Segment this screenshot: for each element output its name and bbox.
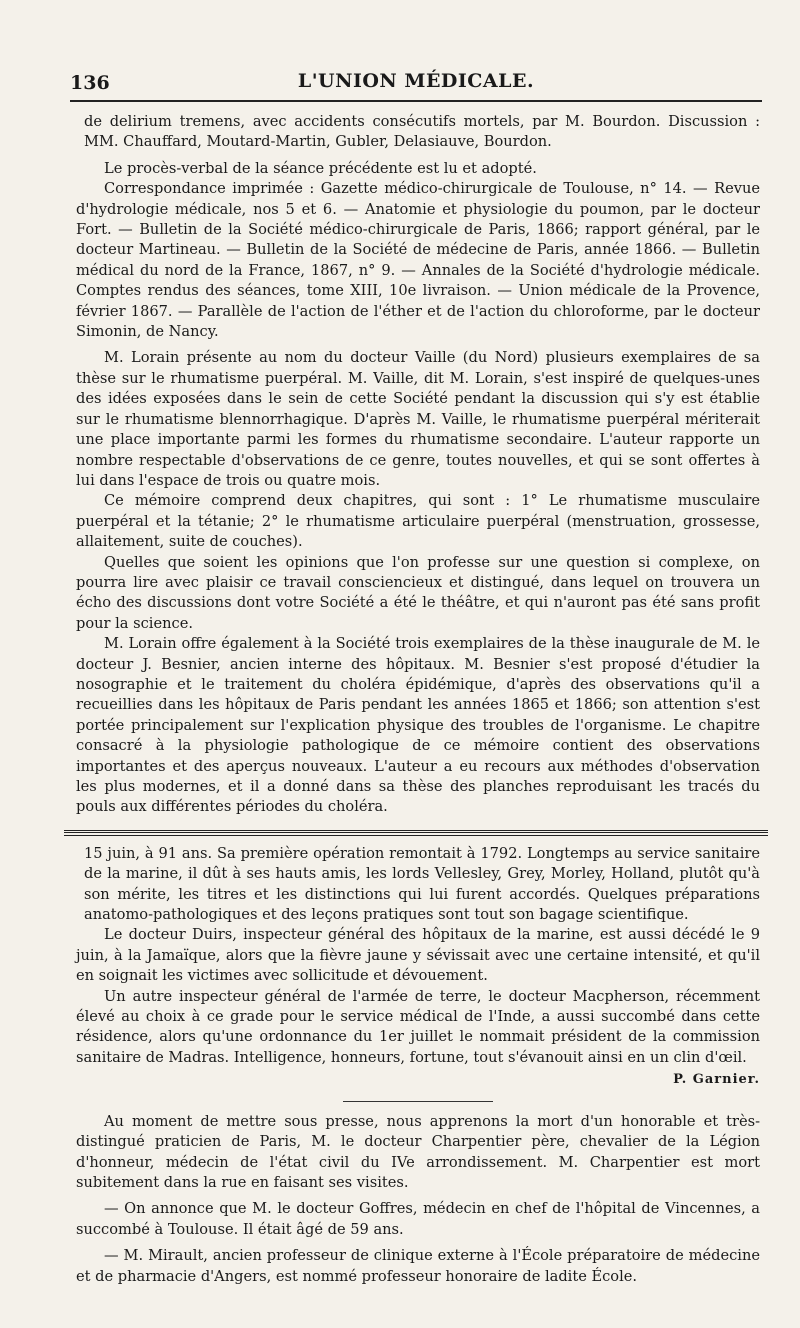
short-divider: [343, 1101, 493, 1102]
paragraph: de delirium tremens, avec accidents consécutifs mortels, par M. Bourdon. Discussion : MM. Chauffard, Moutard-Martin, Gubler, Delasiauve, Bourdon.: [84, 113, 760, 151]
running-title: L'UNION MÉDICALE.: [297, 70, 535, 92]
paragraph: M. Lorain offre également à la Société trois exemplaires de la thèse inaugurale de M. le docteur J. Besnier, ancien interne des hôpitaux. M. Besnier s'est proposé d'étudier la nosographie et le traitement du choléra épidémique, d'après des observations qu'il a recueillies dans les hôpitaux de Paris pendant les années 1865 et 1866; son attention s'est portée principalement sur l'explication physique des troubles de l'organisme. Le chapitre consacré à la physiologie pathologique de ce mémoire contient des observations importantes et des aperçus nouveaux. L'auteur a eu recours aux méthodes d'observation les plus modernes, et il a donné dans sa thèse des planches reproduisant les tracés du pouls aux différentes périodes du choléra.: [76, 635, 760, 816]
section-separator: [64, 830, 768, 836]
author-signature: P. Garnier.: [673, 1072, 760, 1088]
paragraph: Au moment de mettre sous presse, nous apprenons la mort d'un honorable et très-distingué praticien de Paris, M. le docteur Charpentier père, chevalier de la Légion d'honneur, médecin de l'état civil du IVe arrondissement. M. Charpentier est mort subitement dans la rue en faisant ses visites.: [76, 1112, 760, 1191]
article-body: [76, 112, 760, 1287]
paragraph: Ce mémoire comprend deux chapitres, qui sont : 1° Le rhumatisme musculaire puerpéral et la tétanie; 2° le rhumatisme articulaire puerpéral (menstruation, grossesse, allaitement, suite de couches).: [76, 492, 760, 551]
paragraph: 15 juin, à 91 ans. Sa première opération remontait à 1792. Longtemps au service sanitaire de la marine, il dût à ses hauts amis, les lords Vellesley, Grey, Morley, Holland, plutôt qu'à son mérite, les titres et les distinctions qui lui furent accordés. Quelques préparations anatomo-pathologiques et des leçons pratiques sont tout son bagage scientifique.: [84, 844, 760, 924]
paragraph: Le procès-verbal de la séance précédente est lu et adopté.: [104, 159, 537, 177]
paragraph: Correspondance imprimée : Gazette médico-chirurgicale de Toulouse, n° 14. — Revue d'hydrologie médicale, nos 5 et 6. — Anatomie et physiologie du poumon, par le docteur Fort. — Bulletin de la Société médico-chirurgicale de Paris, 1866; rapport général, par le docteur Martineau. — Bulletin de la Société de médecine de Paris, année 1866. — Bulletin médical du nord de la France, 1867, n° 9. — Annales de la Société d'hydrologie médicale. Comptes rendus des séances, tome XIII, 10e livraison. — Union médicale de la Provence, février 1867. — Parallèle de l'action de l'éther et de l'action du chloroforme, par le docteur Simonin, de Nancy.: [76, 180, 760, 341]
paragraph: M. Lorain présente au nom du docteur Vaille (du Nord) plusieurs exemplaires de sa thèse sur le rhumatisme puerpéral. M. Vaille, dit M. Lorain, s'est inspiré de quelques-unes des idées exposées dans le sein de cette Société pendant la discussion qui s'y est établie sur le rhumatisme blennorrhagique. D'après M. Vaille, le rhumatisme puerpéral mériterait une place importante parmi les formes du rhumatisme secondaire. L'auteur rapporte un nombre respectable d'observations de ce genre, toutes nouvelles, et qui se sont offertes à lui dans l'espace de trois ou quatre mois.: [76, 349, 760, 489]
page-header: [70, 66, 762, 100]
header-rule: [70, 100, 762, 102]
paragraph: Le docteur Duirs, inspecteur général des hôpitaux de la marine, est aussi décédé le 9 juin, à la Jamaïque, alors que la fièvre jaune y sévissait avec une certaine intensité, et qu'il en soignait les victimes avec sollicitude et dévouement.: [76, 926, 760, 985]
paragraph: — On annonce que M. le docteur Goffres, médecin en chef de l'hôpital de Vincennes, a succombé à Toulouse. Il était âgé de 59 ans.: [76, 1200, 760, 1238]
page-number: 136: [70, 72, 110, 94]
paragraph: Un autre inspecteur général de l'armée de terre, le docteur Macpherson, récemment élevé au choix à ce grade pour le service médical de l'Inde, a aussi succombé dans cette résidence, alors qu'une ordonnance du 1er juillet le nommait président de la commission sanitaire de Madras. Intelligence, honneurs, fortune, tout s'évanouit ainsi en un clin d'œil.: [76, 987, 760, 1066]
paragraph: — M. Mirault, ancien professeur de clinique externe à l'École préparatoire de médecine et de pharmacie d'Angers, est nommé professeur honoraire de ladite École.: [76, 1247, 760, 1285]
paragraph: Quelles que soient les opinions que l'on professe sur une question si complexe, on pourra lire avec plaisir ce travail consciencieux et distingué, dans lequel on trouvera un écho des discussions dont votre Société a été le théâtre, et qui n'auront pas été sans profit pour la science.: [76, 553, 760, 632]
